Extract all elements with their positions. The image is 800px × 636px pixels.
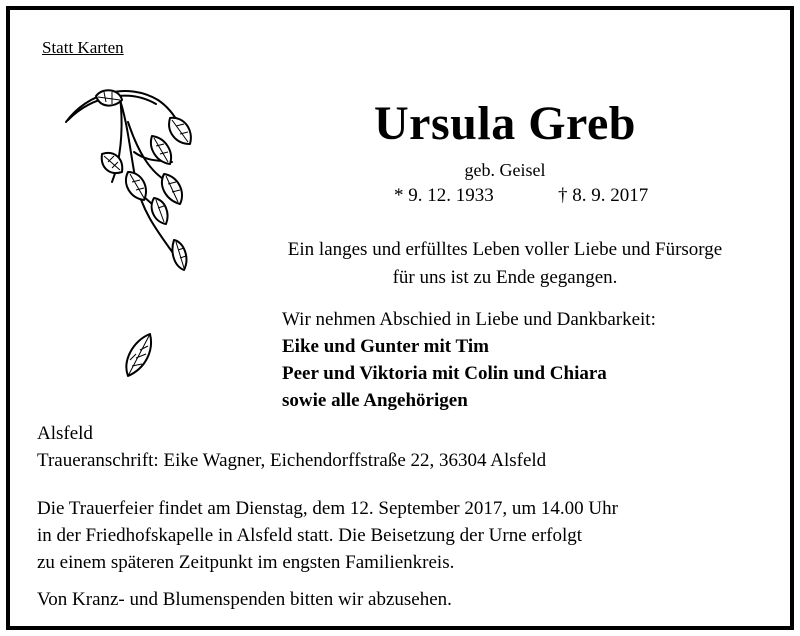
deceased-name: Ursula Greb — [374, 97, 636, 150]
mourner-line: Eike und Gunter mit Tim — [282, 336, 489, 357]
obituary-notice — [6, 6, 794, 630]
ceremony-line: in der Friedhofskapelle in Alsfeld statt. Die Beisetzung der Urne erfolgt — [37, 525, 583, 546]
mourner-line: sowie alle Angehörigen — [282, 390, 468, 411]
mourner-line: Peer und Viktoria mit Colin und Chiara — [282, 363, 607, 384]
tribute-text — [10, 236, 800, 292]
ceremony-line: zu einem späteren Zeitpunkt im engsten Familienkreis. — [37, 552, 455, 573]
farewell-block — [282, 306, 656, 414]
farewell-intro: Wir nehmen Abschied in Liebe und Dankbarkeit: — [282, 309, 656, 330]
statt-karten-label: Statt Karten — [42, 38, 124, 57]
birth-date: * 9. 12. 1933 — [394, 185, 494, 206]
ceremony-text — [37, 495, 618, 576]
tribute-line: Ein langes und erfülltes Leben voller Liebe und Fürsorge — [287, 239, 723, 260]
ceremony-line: Die Trauerfeier findet am Dienstag, dem 12. September 2017, um 14.00 Uhr — [37, 498, 618, 519]
tribute-line: für uns ist zu Ende gegangen. — [392, 267, 618, 288]
place-name: Alsfeld — [37, 423, 93, 444]
death-date: † 8. 9. 2017 — [558, 185, 649, 206]
mourning-address: Traueranschrift: Eike Wagner, Eichendorffstraße 22, 36304 Alsfeld — [37, 450, 547, 471]
closing-note: Von Kranz- und Blumenspenden bitten wir abzusehen. — [37, 589, 452, 610]
birth-name: geb. Geisel — [464, 160, 546, 180]
falling-leaf-icon — [120, 330, 160, 380]
